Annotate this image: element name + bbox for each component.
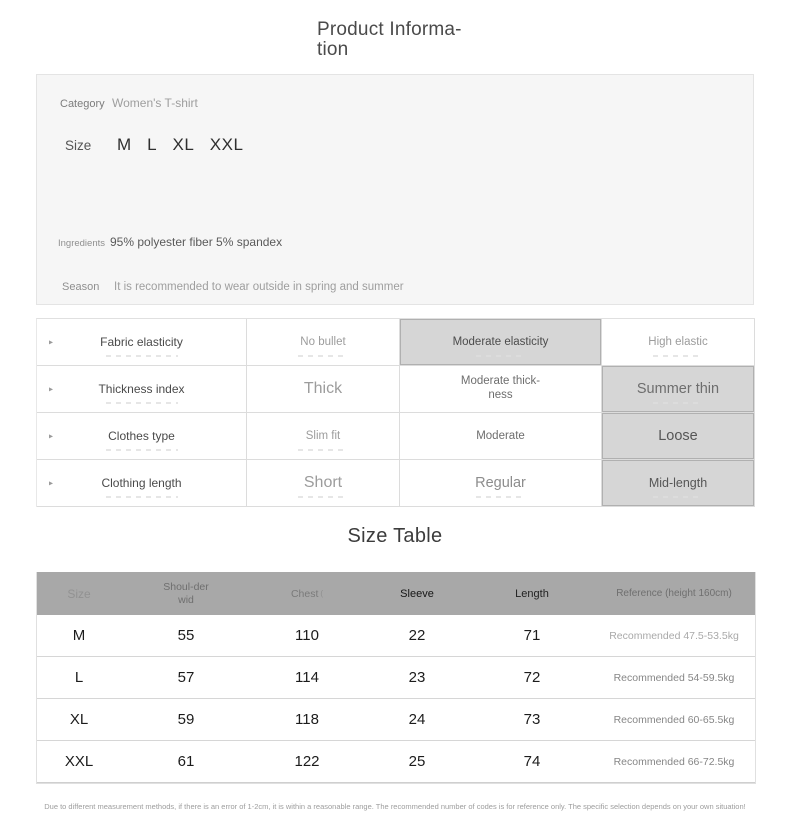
reference-cell: Recommended 66-72.5kg [613, 755, 735, 768]
size-table-row-l [37, 657, 755, 699]
chest-cell: 114 [295, 669, 319, 686]
measurement-disclaimer: Due to different measurement methods, if there is an error of 1-2cm, it is within a reasonable range. The recommended number of codes is for reference only. The specific selection depends on your own situation! [44, 802, 746, 811]
attribute-label: Fabric elasticity [100, 335, 183, 349]
season-value: It is recommended to wear outside in spring and summer [114, 281, 404, 293]
length-cell: 74 [523, 753, 541, 770]
attribute-option-selected [602, 413, 755, 460]
size-cell: XXL [64, 753, 94, 770]
row-marker-icon: ▸ [49, 478, 54, 488]
row-marker-icon: ▸ [49, 337, 54, 347]
attribute-label: Clothing length [101, 476, 182, 490]
ingredients-row [58, 235, 282, 249]
page-title-line2: tion [317, 39, 349, 60]
col-header-length: Length [515, 587, 549, 600]
page-title [317, 0, 473, 60]
col-header-chest-label: Chest [290, 587, 319, 600]
attribute-option-label: Moderate [476, 430, 525, 442]
artifact-dashes [298, 449, 348, 451]
attribute-option-label: Moderate elasticity [452, 336, 549, 348]
shoulder-cell: 59 [177, 711, 195, 728]
col-header-size: Size [67, 586, 91, 601]
sleeve-cell: 22 [408, 627, 426, 644]
artifact-dashes [298, 355, 348, 357]
size-cell: XL [69, 711, 89, 728]
season-row [62, 281, 404, 293]
artifact-dashes [298, 496, 348, 498]
reference-cell: Recommended 47.5-53.5kg [609, 629, 739, 642]
attribute-option [400, 366, 602, 413]
shoulder-cell: 61 [177, 753, 195, 770]
size-option-xl: XL [172, 135, 195, 154]
col-header-chest [251, 588, 363, 600]
attribute-label-cell [37, 319, 247, 366]
size-values [117, 135, 254, 155]
attribute-option [247, 366, 400, 413]
length-cell: 73 [523, 711, 541, 728]
row-marker-icon: ▸ [49, 431, 54, 441]
attribute-option-label: Moderate thick-ness [460, 375, 541, 401]
length-cell: 72 [523, 669, 541, 686]
size-cell: M [72, 627, 86, 644]
sleeve-cell: 25 [408, 753, 426, 770]
artifact-dashes [476, 355, 526, 357]
attribute-option-label: Mid-length [648, 476, 708, 490]
category-label: Category [60, 98, 105, 110]
size-table [36, 572, 756, 784]
artifact-dashes [106, 402, 178, 404]
chest-mark: ( [320, 589, 324, 598]
attribute-option [602, 319, 755, 366]
attribute-label: Thickness index [98, 382, 185, 396]
artifact-dashes [106, 355, 178, 357]
category-value: Women's T-shirt [112, 96, 198, 110]
length-cell: 71 [523, 627, 541, 644]
attribute-label: Clothes type [108, 429, 175, 443]
col-header-shoulder [121, 581, 251, 606]
attribute-option [400, 460, 602, 507]
artifact-dashes [653, 355, 703, 357]
attribute-option-label: Short [303, 474, 343, 491]
artifact-dashes [653, 496, 703, 498]
attribute-label-cell [37, 366, 247, 413]
attribute-option [400, 413, 602, 460]
chest-cell: 110 [295, 627, 319, 644]
attribute-option-selected [602, 366, 755, 413]
attribute-option-label: Loose [658, 428, 698, 444]
size-table-row-xl [37, 699, 755, 741]
col-header-shoulder-label: Shoul-der wid [163, 580, 209, 606]
artifact-dashes [653, 402, 703, 404]
attribute-row-thickness-index [37, 366, 755, 413]
attributes-table [36, 318, 755, 507]
reference-cell: Recommended 60-65.5kg [613, 713, 735, 726]
reference-cell: Recommended 54-59.5kg [613, 671, 735, 684]
artifact-dashes [106, 449, 178, 451]
attribute-row-clothes-type [37, 413, 755, 460]
chest-cell: 122 [294, 753, 320, 770]
attribute-option [247, 413, 400, 460]
chest-cell: 118 [295, 711, 319, 728]
attribute-option [247, 460, 400, 507]
category-row [60, 96, 198, 110]
size-option-m: M [117, 135, 132, 154]
ingredients-value: 95% polyester fiber 5% spandex [110, 235, 283, 249]
size-cell: L [74, 669, 84, 686]
size-table-header [37, 572, 755, 615]
page-title-line1: Product Informa- [317, 19, 462, 40]
attribute-option-label: Summer thin [636, 381, 720, 397]
attribute-option-label: Slim fit [305, 430, 341, 442]
product-attributes-panel [36, 74, 754, 305]
ingredients-label: Ingredients [58, 238, 106, 249]
row-marker-icon: ▸ [49, 384, 54, 394]
size-option-xxl: XXL [209, 135, 244, 154]
size-table-title: Size Table [347, 525, 443, 547]
size-table-row-xxl [37, 741, 755, 783]
shoulder-cell: 57 [177, 669, 195, 686]
attribute-option-label: No bullet [300, 336, 346, 348]
sleeve-cell: 24 [408, 711, 426, 728]
size-option-l: L [147, 135, 158, 154]
shoulder-cell: 55 [177, 627, 195, 644]
artifact-dashes [106, 496, 178, 498]
attribute-option-label: Thick [303, 380, 343, 397]
attribute-option [247, 319, 400, 366]
attribute-label-cell [37, 460, 247, 507]
size-row-panel [65, 135, 254, 155]
size-table-row-m [37, 615, 755, 657]
col-header-sleeve: Sleeve [400, 587, 434, 600]
size-label: Size [65, 138, 92, 153]
attribute-row-fabric-elasticity [37, 319, 755, 366]
sleeve-cell: 23 [408, 669, 426, 686]
attribute-option-label: Regular [475, 475, 526, 491]
attribute-label-cell [37, 413, 247, 460]
col-header-reference: Reference (height 160cm) [616, 588, 732, 599]
artifact-dashes [476, 496, 526, 498]
attribute-option-selected [400, 319, 602, 366]
season-label: Season [62, 281, 100, 293]
attribute-option-selected [602, 460, 755, 507]
attribute-row-clothing-length [37, 460, 755, 507]
attribute-option-label: High elastic [648, 336, 708, 348]
